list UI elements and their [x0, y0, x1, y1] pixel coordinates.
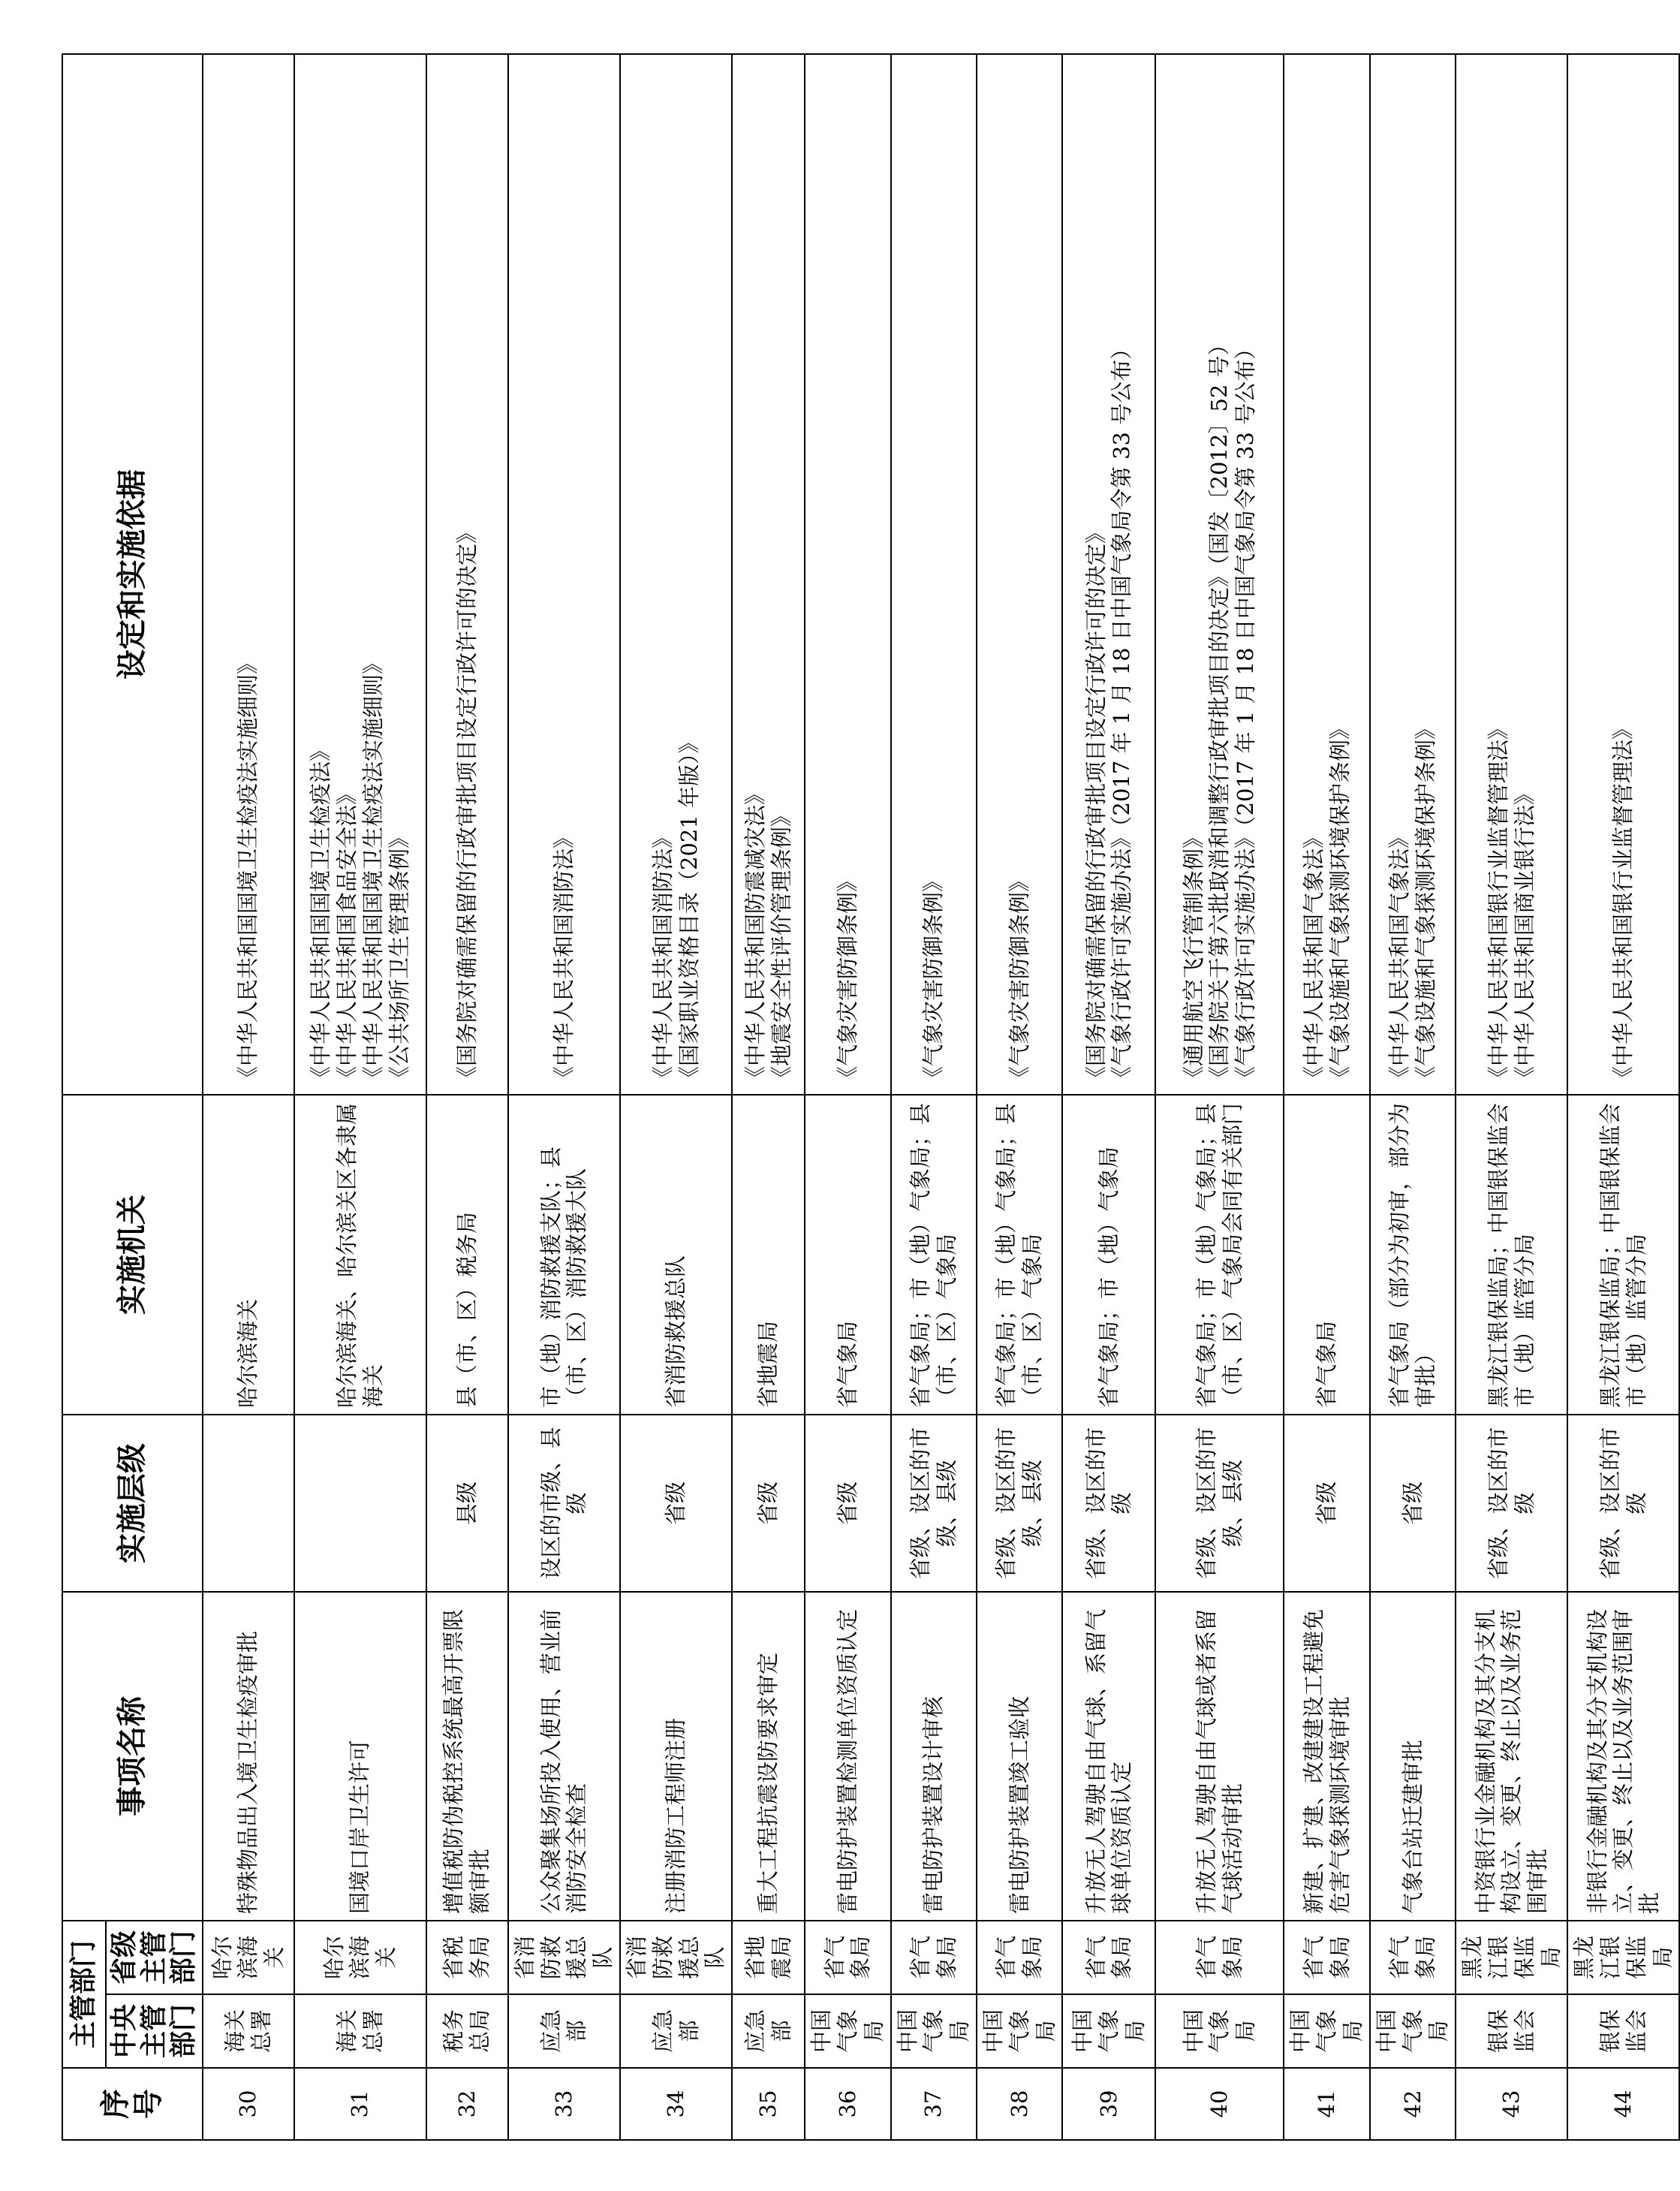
row-level: 省级、设区的市级、县级: [1155, 1415, 1284, 1592]
row-agency: 哈尔滨海关: [203, 1095, 294, 1415]
row-agency: 省气象局；市（地）气象局；县（市、区）气象局: [977, 1095, 1062, 1415]
row-item: 重大工程抗震设防要求审定: [732, 1592, 805, 1921]
row-agency: 哈尔滨海关、哈尔滨关区各隶属海关: [294, 1095, 426, 1415]
basis-line: 《中华人民共和国食品安全法》: [333, 782, 360, 1088]
row-basis: [1370, 54, 1456, 1095]
row-provincial: 黑龙江银保监局: [1456, 1921, 1567, 1994]
row-provincial: 省气象局: [1370, 1921, 1456, 1994]
row-central: 银保监会: [1456, 1994, 1567, 2068]
row-central: 应急部: [620, 1994, 732, 2068]
row-item: 公众聚集场所投入使用、营业前消防安全检查: [508, 1592, 620, 1921]
table-row: [203, 54, 294, 2140]
table-row: [891, 54, 977, 2140]
basis-line: 《中华人民共和国国境卫生检疫法》: [308, 739, 334, 1088]
row-level: [203, 1415, 294, 1592]
row-central: 中国气象局: [1370, 1994, 1456, 2068]
row-central: 税务总局: [426, 1994, 508, 2068]
basis-line: 《中华人民共和国银行业监督管理法》: [1610, 717, 1636, 1088]
table-row: [1062, 54, 1155, 2140]
row-agency: 省气象局: [805, 1095, 890, 1415]
row-seq: 38: [977, 2068, 1062, 2140]
table-row: [1456, 54, 1567, 2140]
row-seq: 33: [508, 2068, 620, 2140]
row-agency: 省地震局: [732, 1095, 805, 1415]
table-row: [508, 54, 620, 2140]
row-item: 气象台站迁建审批: [1370, 1592, 1456, 1921]
row-central: 中国气象局: [1284, 1994, 1369, 2068]
basis-line: 《国务院对确需保留的行政审批项目设定行政许可的决定》: [1082, 521, 1109, 1088]
row-provincial: 哈尔滨海关: [203, 1921, 294, 1994]
table-row: [1284, 54, 1369, 2140]
row-central: 海关总署: [294, 1994, 426, 2068]
row-basis: [620, 54, 732, 1095]
row-item: 雷电防护装置检测单位资质认定: [805, 1592, 890, 1921]
row-seq: 34: [620, 2068, 732, 2140]
row-basis: [805, 54, 890, 1095]
table-row: [1567, 54, 1679, 2140]
basis-line: 《气象灾害防御条例》: [920, 869, 947, 1088]
row-agency: 省气象局（部分为初审，部分为审批）: [1370, 1095, 1456, 1415]
row-seq: 39: [1062, 2068, 1155, 2140]
table-row: [977, 54, 1062, 2140]
row-seq: 37: [891, 2068, 977, 2140]
row-provincial: 省气象局: [1062, 1921, 1155, 1994]
row-level: 省级、设区的市级: [1456, 1415, 1567, 1592]
row-provincial: 省消防救援总队: [620, 1921, 732, 1994]
header-provincial: 省级主管部门: [106, 1921, 203, 1994]
basis-line: 《中华人民共和国银行业监督管理法》: [1485, 717, 1511, 1088]
table-row: [805, 54, 890, 2140]
row-seq: 44: [1567, 2068, 1679, 2140]
row-basis: [426, 54, 508, 1095]
row-item: 升放无人驾驶自由气球或者系留气球活动审批: [1155, 1592, 1284, 1921]
row-item: 升放无人驾驶自由气球、系留气球单位资质认定: [1062, 1592, 1155, 1921]
row-seq: 30: [203, 2068, 294, 2140]
row-seq: 31: [294, 2068, 426, 2140]
row-provincial: 省气象局: [977, 1921, 1062, 1994]
basis-line: 《通用航空飞行管制条例》: [1180, 826, 1206, 1088]
basis-line: 《气象设施和气象探测环境保护条例》: [1326, 717, 1353, 1088]
row-agency: 市（地）消防救援支队；县（市、区）消防救援大队: [508, 1095, 620, 1415]
basis-line: 《地震安全性评价管理条例》: [768, 804, 794, 1088]
table-row: [426, 54, 508, 2140]
row-provincial: 省气象局: [1284, 1921, 1369, 1994]
row-provincial: 省气象局: [805, 1921, 890, 1994]
basis-line: 《中华人民共和国防震减灾法》: [742, 782, 768, 1088]
basis-line: 《中华人民共和国气象法》: [1386, 826, 1413, 1088]
row-central: 海关总署: [203, 1994, 294, 2068]
basis-line: 《中华人民共和国消防法》: [649, 826, 676, 1088]
header-seq: 序号: [62, 2068, 203, 2140]
row-level: 省级: [1370, 1415, 1456, 1592]
table-row: [1370, 54, 1456, 2140]
header-level: 实施层级: [62, 1415, 203, 1592]
row-provincial: 省税务局: [426, 1921, 508, 1994]
header-item: 事项名称: [62, 1592, 203, 1921]
row-central: 中国气象局: [805, 1994, 890, 2068]
row-basis: [1456, 54, 1567, 1095]
row-basis: [294, 54, 426, 1095]
row-item: 注册消防工程师注册: [620, 1592, 732, 1921]
row-basis: [732, 54, 805, 1095]
header-agency: 实施机关: [62, 1095, 203, 1415]
row-agency: 省消防救援总队: [620, 1095, 732, 1415]
basis-line: 《气象灾害防御条例》: [834, 869, 860, 1088]
row-agency: 黑龙江银保监局；中国银保监会市（地）监管分局: [1456, 1095, 1567, 1415]
row-level: 县级: [426, 1415, 508, 1592]
row-seq: 35: [732, 2068, 805, 2140]
row-central: 银保监会: [1567, 1994, 1679, 2068]
row-item: 雷电防护装置竣工验收: [977, 1592, 1062, 1921]
basis-line: 《国务院关于第六批取消和调整行政审批项目的决定》（国发〔2012〕52 号）: [1206, 333, 1233, 1088]
row-level: 省级: [1284, 1415, 1369, 1592]
row-seq: 36: [805, 2068, 890, 2140]
row-provincial: 黑龙江银保监局: [1567, 1921, 1679, 1994]
approval-items-table: [62, 53, 1680, 2141]
basis-line: 《中华人民共和国国境卫生检疫法实施细则》: [360, 652, 386, 1088]
row-agency: 省气象局；市（地）气象局；县（市、区）气象局: [891, 1095, 977, 1415]
rotated-page: [62, 55, 1675, 2141]
basis-line: 《中华人民共和国消防法》: [550, 826, 577, 1088]
row-provincial: 哈尔滨海关: [294, 1921, 426, 1994]
row-item: 特殊物品出入境卫生检疫审批: [203, 1592, 294, 1921]
table-row: [294, 54, 426, 2140]
header-central: 中央主管部门: [106, 1994, 203, 2068]
basis-line: 《气象行政许可实施办法》（2017 年 1 月 18 日中国气象局令第 33 号公布）: [1109, 337, 1135, 1088]
row-level: 省级、设区的市级: [1062, 1415, 1155, 1592]
row-central: 中国气象局: [891, 1994, 977, 2068]
row-level: 设区的市级、县级: [508, 1415, 620, 1592]
row-seq: 32: [426, 2068, 508, 2140]
table-row: [1155, 54, 1284, 2140]
row-item: 中资银行业金融机构及其分支机构设立、变更、终止以及业务范围审批: [1456, 1592, 1567, 1921]
basis-line: 《气象行政许可实施办法》（2017 年 1 月 18 日中国气象局令第 33 号公布）: [1233, 337, 1259, 1088]
row-provincial: 省气象局: [1155, 1921, 1284, 1994]
row-basis: [1155, 54, 1284, 1095]
row-provincial: 省消防救援总队: [508, 1921, 620, 1994]
basis-line: 《公共场所卫生管理条例》: [386, 826, 412, 1088]
row-basis: [1567, 54, 1679, 1095]
row-seq: 41: [1284, 2068, 1369, 2140]
row-level: 省级: [732, 1415, 805, 1592]
row-provincial: 省地震局: [732, 1921, 805, 1994]
row-basis: [1062, 54, 1155, 1095]
table-body: [203, 54, 1680, 2140]
basis-line: 《气象设施和气象探测环境保护条例》: [1412, 717, 1438, 1088]
basis-line: 《国务院对确需保留的行政审批项目设定行政许可的决定》: [453, 521, 480, 1088]
row-level: 省级、设区的市级、县级: [891, 1415, 977, 1592]
basis-line: 《气象灾害防御条例》: [1006, 869, 1032, 1088]
row-seq: 43: [1456, 2068, 1567, 2140]
row-agency: 县（市、区）税务局: [426, 1095, 508, 1415]
row-seq: 40: [1155, 2068, 1284, 2140]
row-agency: 省气象局；市（地）气象局；县（市、区）气象局会同有关部门: [1155, 1095, 1284, 1415]
row-basis: [203, 54, 294, 1095]
header-dept-group: 主管部门: [62, 1921, 106, 2068]
row-agency: 黑龙江银保监局；中国银保监会市（地）监管分局: [1567, 1095, 1679, 1415]
row-level: 省级: [805, 1415, 890, 1592]
row-basis: [977, 54, 1062, 1095]
row-level: 省级、设区的市级、县级: [977, 1415, 1062, 1592]
row-item: 雷电防护装置设计审核: [891, 1592, 977, 1921]
row-provincial: 省气象局: [891, 1921, 977, 1994]
row-agency: 省气象局；市（地）气象局: [1062, 1095, 1155, 1415]
row-central: 应急部: [508, 1994, 620, 2068]
row-central: 中国气象局: [1062, 1994, 1155, 2068]
basis-line: 《中华人民共和国气象法》: [1300, 826, 1326, 1088]
basis-line: 《中华人民共和国商业银行法》: [1511, 782, 1537, 1088]
row-basis: [508, 54, 620, 1095]
header-basis: 设定和实施依据: [62, 54, 203, 1095]
row-basis: [1284, 54, 1369, 1095]
row-level: 省级: [620, 1415, 732, 1592]
table-row: [732, 54, 805, 2140]
row-agency: 省气象局: [1284, 1095, 1369, 1415]
row-level: [294, 1415, 426, 1592]
row-central: 中国气象局: [1155, 1994, 1284, 2068]
row-item: 非银行金融机构及其分支机构设立、变更、终止以及业务范围审批: [1567, 1592, 1679, 1921]
row-central: 应急部: [732, 1994, 805, 2068]
table-row: [620, 54, 732, 2140]
row-basis: [891, 54, 977, 1095]
row-level: 省级、设区的市级: [1567, 1415, 1679, 1592]
row-item: 新建、扩建、改建建设工程避免危害气象探测环境审批: [1284, 1592, 1369, 1921]
row-item: 增值税防伪税控系统最高开票限额审批: [426, 1592, 508, 1921]
basis-line: 《中华人民共和国国境卫生检疫法实施细则》: [235, 652, 261, 1088]
basis-line: 《国家职业资格目录（2021 年版）》: [676, 731, 702, 1088]
row-item: 国境口岸卫生许可: [294, 1592, 426, 1921]
row-central: 中国气象局: [977, 1994, 1062, 2068]
row-seq: 42: [1370, 2068, 1456, 2140]
